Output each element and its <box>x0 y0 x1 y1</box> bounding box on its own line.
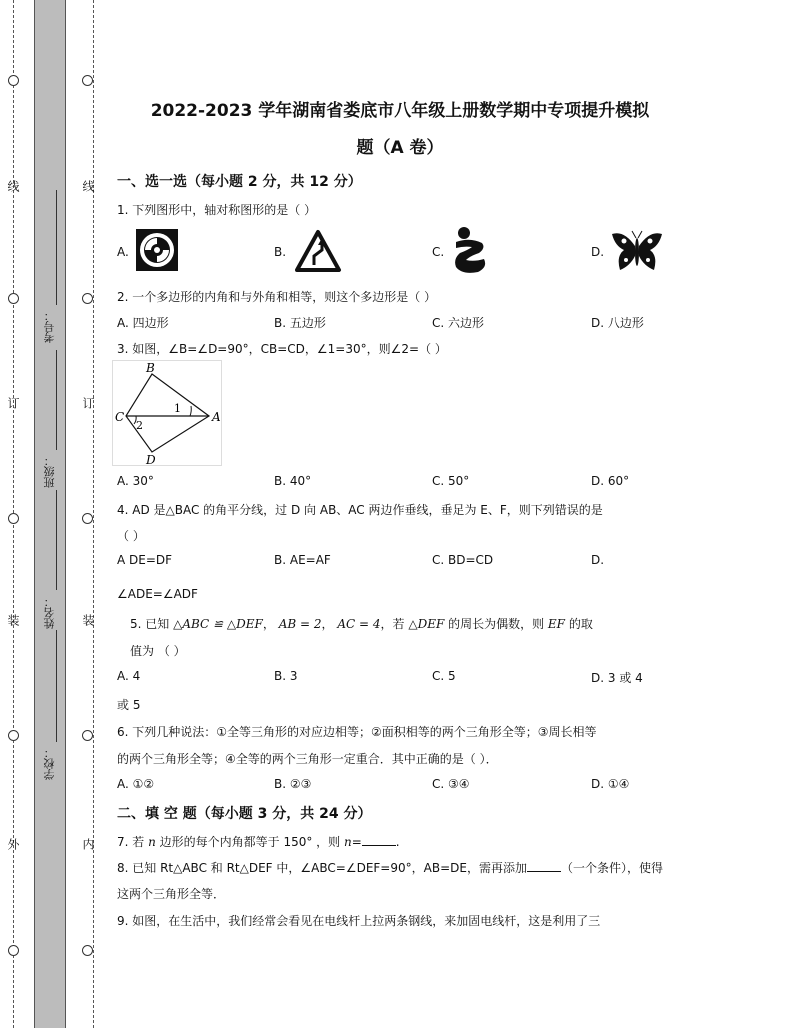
section-heading-fill: 二、填 空 题（每小题 3 分，共 24 分） <box>117 806 372 822</box>
q1-option-c-figure <box>450 226 490 276</box>
q5-option-a: A. 4 <box>117 669 141 683</box>
q5-option-d: D. 3 或 4 <box>591 671 643 685</box>
q5-text: ， <box>262 617 275 631</box>
binding-band <box>34 0 66 1028</box>
q5-ab: AB = 2 <box>278 617 322 631</box>
q3-label-d: D <box>146 453 156 466</box>
q3-angle-1: 1 <box>174 402 181 415</box>
binding-hole <box>82 730 93 741</box>
q3-option-d: D. 60° <box>591 474 630 488</box>
q1-option-a-figure <box>136 229 178 271</box>
q4-option-d: D. <box>591 553 605 567</box>
binding-char: 装 <box>81 614 95 626</box>
q7-answer-blank[interactable] <box>362 835 396 846</box>
q7-n: n <box>344 835 352 849</box>
q2-option-b: B. 五边形 <box>274 316 326 330</box>
binding-char: 线 <box>6 180 20 192</box>
q5-text: 的取 <box>565 617 593 631</box>
page-title-line2: 题（A 卷） <box>356 138 444 158</box>
q3-figure <box>112 360 222 466</box>
binding-hole <box>82 293 93 304</box>
q3-angle-2: 2 <box>136 419 143 432</box>
class-label: 班级： <box>43 455 56 488</box>
binding-char: 订 <box>6 397 20 409</box>
question-4-stem-line1: 4. AD 是△BAC 的角平分线，过 D 向 AB、AC 两边作垂线，垂足为 E、F，则下列错误的是 <box>117 503 603 517</box>
question-7-stem <box>117 833 400 850</box>
question-8-stem-line1 <box>117 859 663 876</box>
q6-option-d: D. ①④ <box>591 777 630 791</box>
page-title-line1: 2022-2023 学年湖南省娄底市八年级上册数学期中专项提升模拟 <box>150 101 650 121</box>
q6-option-c: C. ③④ <box>432 777 470 791</box>
q5-text: 的周长为偶数，则 <box>444 617 548 631</box>
binding-hole <box>8 945 19 956</box>
q5-text: ， <box>321 617 334 631</box>
q1-option-c-label: C. <box>432 245 445 259</box>
school-label: 学校： <box>43 747 56 780</box>
q5-text: 5. 已知 <box>130 617 174 631</box>
q7-text: = <box>351 835 362 849</box>
q1-option-d-figure <box>610 228 664 274</box>
q5-congruence: △ABC ≌ △DEF <box>173 617 263 631</box>
question-5-stem-line2: 值为 （ ） <box>130 644 186 658</box>
q1-option-d-label: D. <box>591 245 605 259</box>
q4-option-c: C. BD=CD <box>432 553 494 567</box>
q8-text: 8. 已知 Rt△ABC 和 Rt△DEF 中，∠ABC=∠DEF=90°，AB=DE，需再添加 <box>117 861 527 875</box>
binding-hole <box>8 513 19 524</box>
question-3-stem: 3. 如图，∠B=∠D=90°，CB=CD，∠1=30°，则∠2=（ ） <box>117 342 447 356</box>
binding-char: 外 <box>6 838 20 850</box>
q3-label-a: A <box>212 410 221 424</box>
question-9-stem: 9. 如图，在生活中，我们经常会看见在电线杆上拉两条钢线，来加固电线杆，这是利用了三 <box>117 914 601 928</box>
q2-option-c: C. 六边形 <box>432 316 485 330</box>
binding-hole <box>8 75 19 86</box>
q6-option-b: B. ②③ <box>274 777 312 791</box>
binding-hole <box>82 945 93 956</box>
q5-option-d-content: 或 5 <box>117 698 141 712</box>
q2-option-a: A. 四边形 <box>117 316 169 330</box>
binding-char: 内 <box>81 838 95 850</box>
binding-char: 装 <box>6 614 20 626</box>
q5-option-b: B. 3 <box>274 669 298 683</box>
binding-char: 线 <box>81 180 95 192</box>
binding-char: 订 <box>81 397 95 409</box>
binding-hole <box>82 513 93 524</box>
binding-hole <box>8 293 19 304</box>
school-field[interactable] <box>56 630 57 742</box>
question-2-stem: 2. 一个多边形的内角和与外角和相等，则这个多边形是（ ） <box>117 290 437 304</box>
q3-option-b: B. 40° <box>274 474 312 488</box>
class-field[interactable] <box>56 350 57 450</box>
question-5-stem-line1 <box>130 615 593 632</box>
exam-number-label: 考号： <box>43 310 56 343</box>
name-field[interactable] <box>56 490 57 590</box>
q1-option-b-label: B. <box>274 245 287 259</box>
q5-ef: EF <box>547 617 566 631</box>
q1-option-a-label: A. <box>117 245 129 259</box>
binding-hole <box>82 75 93 86</box>
q2-option-d: D. 八边形 <box>591 316 644 330</box>
q3-option-a: A. 30° <box>117 474 154 488</box>
q4-option-d-content: ∠ADE=∠ADF <box>117 587 198 601</box>
q3-option-c: C. 50° <box>432 474 470 488</box>
question-4-stem-line2: （ ） <box>117 529 145 543</box>
q3-label-b: B <box>146 361 155 375</box>
q4-option-a: A DE=DF <box>117 553 173 567</box>
q5-text: ，若 <box>380 617 409 631</box>
q5-triangle: △DEF <box>408 617 445 631</box>
q8-text: （一个条件），使得 <box>560 861 663 875</box>
q7-text: 边形的每个内角都等于 150° ，则 <box>155 835 344 849</box>
q4-option-b: B. AE=AF <box>274 553 331 567</box>
inner-dash-line <box>93 0 94 1028</box>
q8-answer-blank[interactable] <box>527 861 561 872</box>
section-heading-choice: 一、选一选（每小题 2 分，共 12 分） <box>117 174 362 190</box>
q7-text: 7. 若 <box>117 835 149 849</box>
exam-number-field[interactable] <box>56 190 57 305</box>
q6-option-a: A. ①② <box>117 777 155 791</box>
q5-ac: AC = 4 <box>337 617 381 631</box>
q1-option-b-figure <box>294 229 342 273</box>
binding-hole <box>8 730 19 741</box>
question-8-stem-line2: 这两个三角形全等． <box>117 887 226 901</box>
question-6-stem-line1: 6. 下列几种说法：①全等三角形的对应边相等；②面积相等的两个三角形全等；③周长相等 <box>117 725 597 739</box>
question-6-stem-line2: 的两个三角形全等；④全等的两个三角形一定重合．其中正确的是（ ）． <box>117 752 498 766</box>
name-label: 姓名： <box>43 596 56 629</box>
question-1-stem: 1. 下列图形中，轴对称图形的是（ ） <box>117 203 317 217</box>
q7-text: . <box>395 835 400 849</box>
q3-label-c: C <box>115 410 125 424</box>
q7-n: n <box>148 835 156 849</box>
q5-option-c: C. 5 <box>432 669 456 683</box>
